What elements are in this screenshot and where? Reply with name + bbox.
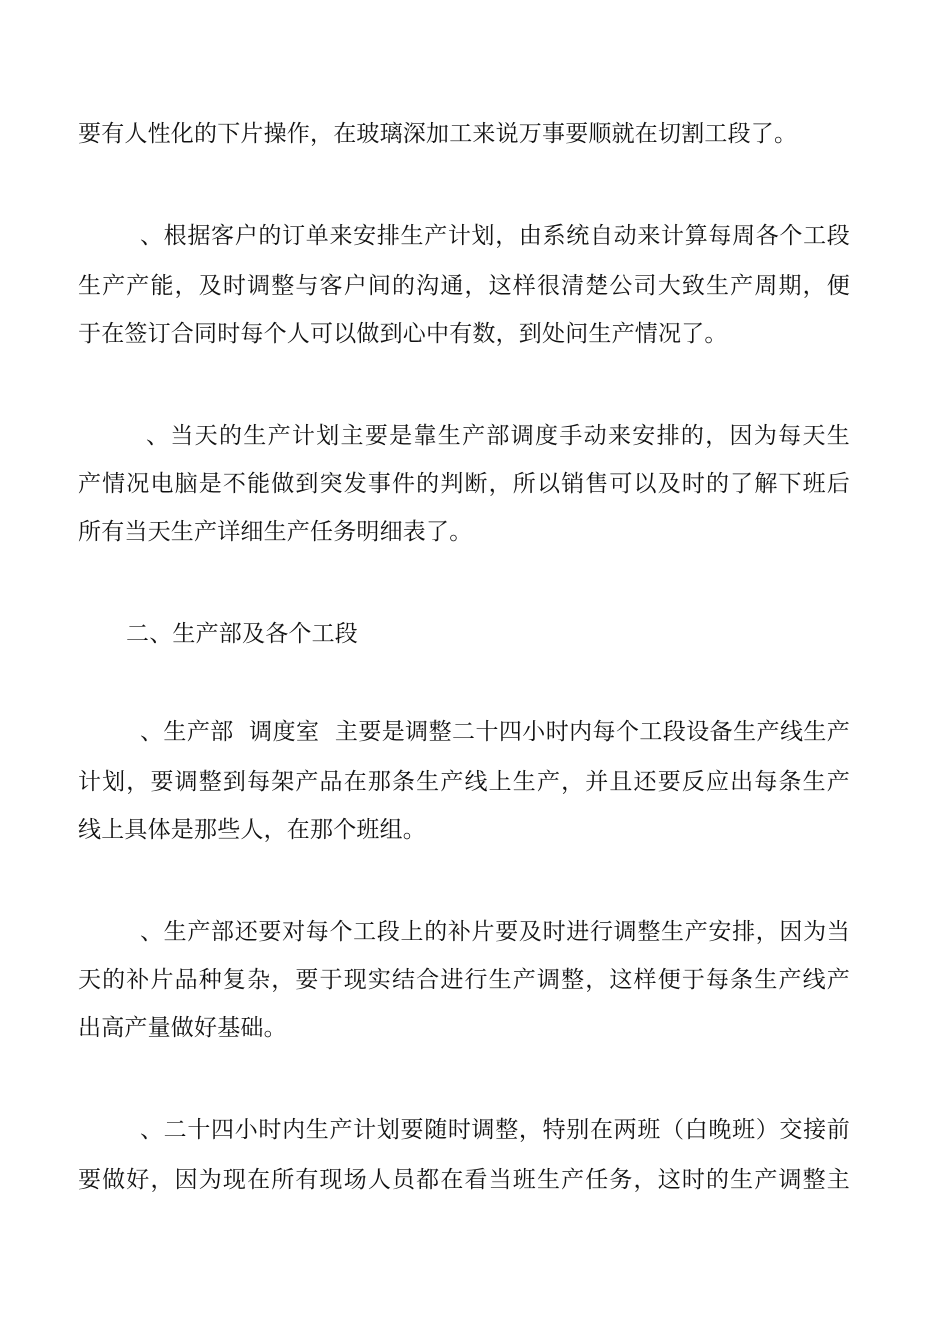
paragraph-4-line-1: 、生产部 调度室 主要是调整二十四小时内每个工段设备生产线生产	[140, 719, 850, 745]
paragraph-6-line-2: 要做好，因为现在所有现场人员都在看当班生产任务，这时的生产调整主	[78, 1167, 850, 1193]
paragraph-5-line-1: 、生产部还要对每个工段上的补片要及时进行调整生产安排，因为当	[140, 919, 850, 945]
section-heading-2: 二、生产部及各个工段	[126, 621, 358, 647]
paragraph-5-line-3: 出高产量做好基础。	[78, 1015, 287, 1041]
paragraph-2-line-2: 生产产能，及时调整与客户间的沟通，这样很清楚公司大致生产周期，便	[78, 273, 850, 299]
paragraph-4-line-2: 计划，要调整到每架产品在那条生产线上生产，并且还要反应出每条生产	[78, 769, 850, 795]
paragraph-2-line-3: 于在签订合同时每个人可以做到心中有数，到处问生产情况了。	[78, 321, 728, 347]
paragraph-4-line-3: 线上具体是那些人，在那个班组。	[78, 817, 426, 843]
paragraph-3-line-3: 所有当天生产详细生产任务明细表了。	[78, 519, 473, 545]
paragraph-1-line-1: 要有人性化的下片操作，在玻璃深加工来说万事要顺就在切割工段了。	[78, 121, 798, 147]
paragraph-3-line-2: 产情况电脑是不能做到突发事件的判断，所以销售可以及时的了解下班后	[78, 471, 850, 497]
paragraph-6-line-1: 、二十四小时内生产计划要随时调整，特别在两班（白晚班）交接前	[140, 1117, 850, 1143]
paragraph-2-line-1: 、根据客户的订单来安排生产计划，由系统自动来计算每周各个工段	[140, 223, 850, 249]
paragraph-5-line-2: 天的补片品种复杂，要于现实结合进行生产调整，这样便于每条生产线产	[78, 967, 850, 993]
paragraph-3-line-1: 、当天的生产计划主要是靠生产部调度手动来安排的，因为每天生	[146, 423, 850, 449]
